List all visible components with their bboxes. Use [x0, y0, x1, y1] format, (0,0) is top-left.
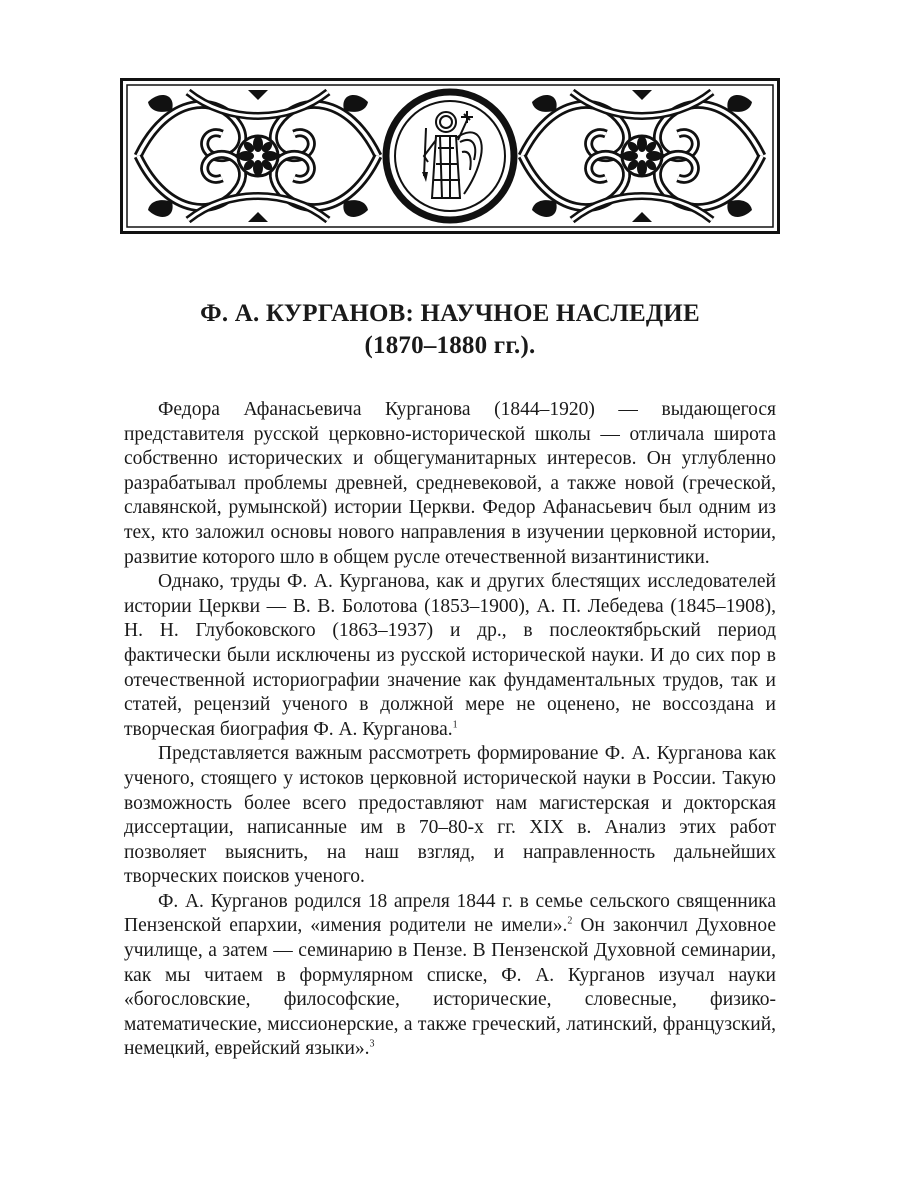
byzantine-ornament-with-angel-icon — [120, 78, 780, 234]
paragraph — [124, 570, 776, 742]
footnote-marker[interactable]: 2 — [567, 915, 573, 927]
article-body — [124, 398, 776, 1062]
article-title-line2: (1870–1880 гг.). — [364, 332, 536, 359]
paragraph — [124, 742, 776, 890]
paragraph-text: Однако, труды Ф. А. Курганова, как и других блестящих исследователей истории Церкви — В. В. Болотова (1853–1900), А. П. Лебедева (1845–1908), Н. Н. Глубоковского (1863–1937) и др., в послеоктябрьский период фактически были исключены из русской исторической науки. И до сих пор в отечественной историографии значение как фундаментальных трудов, так и статей, рецензий ученого в должной мере не оценено, не воссоздана и творческая биография Ф. А. Курганова. — [124, 571, 776, 740]
footnote-marker[interactable]: 1 — [452, 719, 458, 731]
footnote-marker[interactable]: 3 — [369, 1038, 375, 1050]
paragraph-text: Ф. А. Курганов родился 18 апреля 1844 г. в семье сельского священника Пензенской епархии, «имения родители не имели». — [124, 890, 776, 937]
paragraph-text: Федора Афанасьевича Курганова (1844–1920) — выдающегося представителя русской церковно-исторической школы — отличала широта собственно исторических и общегуманитарных интересов. Он углубленно разрабатывал проблемы древней, средневековой, а также новой (греческой, славянской, румынской) истории Церкви. Федор Афанасьевич был одним из тех, кто заложил основы нового направления в изучении церковной истории, развитие которого шло в общем русле отечественной византинистики. — [124, 399, 776, 568]
article-title — [120, 298, 780, 362]
paragraph — [124, 398, 776, 570]
paragraph-text: Представляется важным рассмотреть формирование Ф. А. Курганова как ученого, стоящего у истоков церковной исторической науки в России. Такую возможность более всего предоставляют нам магистерская и докторская диссертации, написанные им в 70–80-х гг. XIX в. Анализ этих работ позволяет выяснить, на наш взгляд, и направленность дальнейших творческих поисков ученого. — [124, 743, 776, 888]
paragraph-text: Он закончил Духовное училище, а затем — семинарию в Пензе. В Пензенской Духовной семинарии, как мы читаем в формулярном списке, Ф. А. Курганов изучал науки «богословские, философские, исторические, словесные, физико-математические, миссионерские, а также греческий, латинский, французский, немецкий, еврейский языки». — [124, 915, 776, 1060]
paragraph — [124, 890, 776, 1062]
article-title-line1: Ф. А. КУРГАНОВ: НАУЧНОЕ НАСЛЕДИЕ — [200, 300, 700, 327]
